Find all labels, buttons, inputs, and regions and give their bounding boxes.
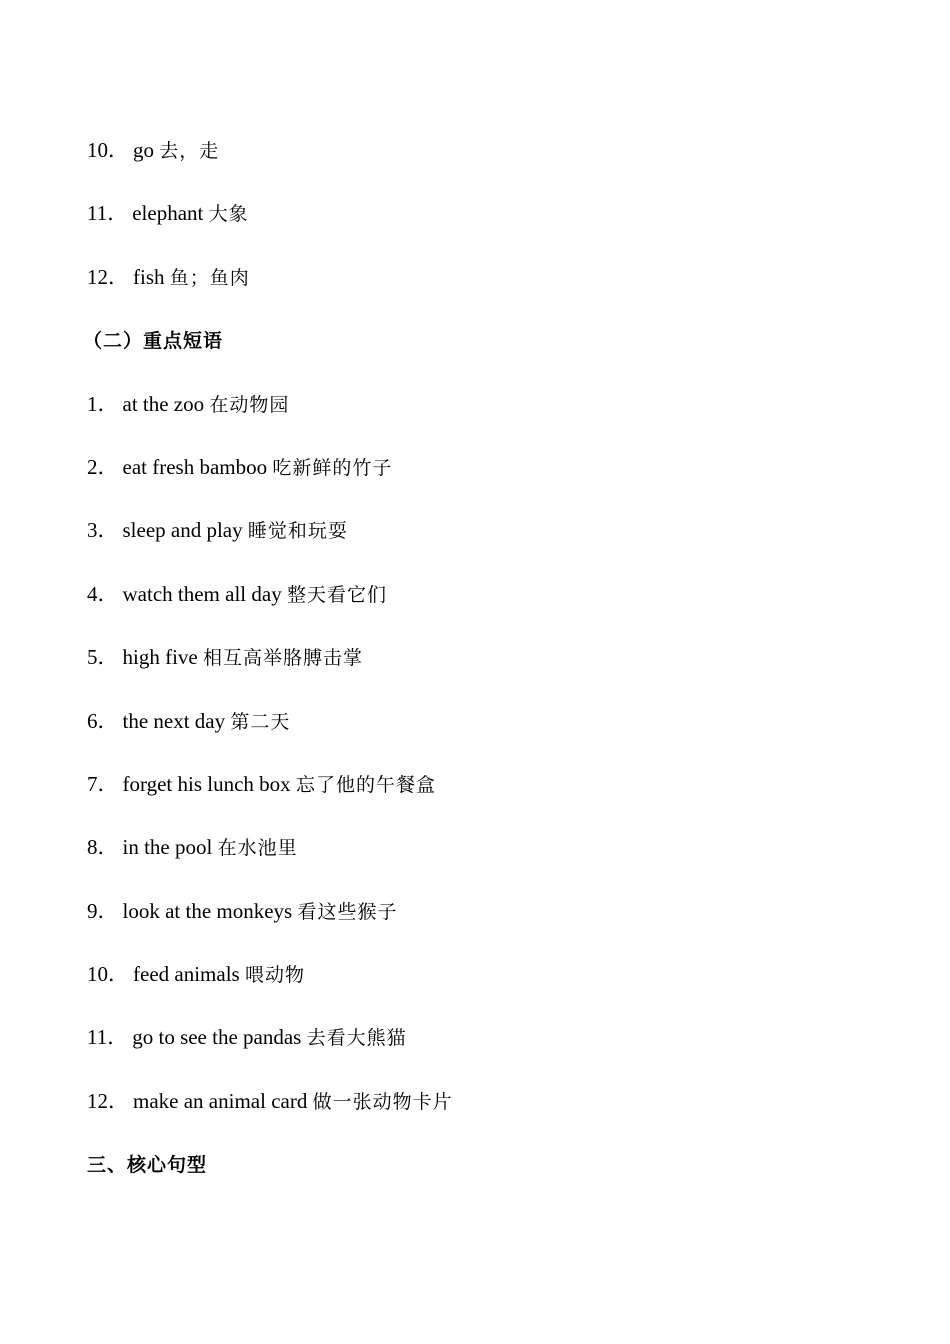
item-number: 10． xyxy=(87,962,129,987)
item-chinese: 相互高举胳膊击掌 xyxy=(202,647,363,670)
item-chinese: 看这些猴子 xyxy=(297,900,398,923)
item-number: 1． xyxy=(87,391,119,416)
phrase-item xyxy=(87,640,907,703)
vocab-item xyxy=(87,260,907,323)
phrase-item xyxy=(87,513,907,576)
phrase-item xyxy=(87,957,907,1020)
item-number: 3． xyxy=(87,518,119,543)
item-english: eat fresh bamboo xyxy=(122,454,268,479)
content-body xyxy=(83,133,907,1211)
item-chinese: 第二天 xyxy=(230,710,291,733)
phrase-item xyxy=(87,387,907,450)
item-number: 2． xyxy=(87,454,119,479)
item-english: feed animals xyxy=(133,962,240,987)
phrase-item xyxy=(87,1020,907,1083)
phrase-item xyxy=(87,1084,907,1147)
item-chinese: 在动物园 xyxy=(209,393,290,416)
phrase-item xyxy=(87,704,907,767)
section-heading-sentences xyxy=(87,1147,907,1210)
item-number: 11． xyxy=(87,201,129,226)
item-chinese: 忘了他的午餐盒 xyxy=(295,773,436,796)
item-english: forget his lunch box xyxy=(122,771,291,796)
item-english: look at the monkeys xyxy=(122,898,293,923)
item-chinese: 喂动物 xyxy=(244,964,305,987)
section-heading-phrases xyxy=(83,323,907,386)
item-number: 7． xyxy=(87,771,119,796)
item-english: make an animal card xyxy=(133,1088,308,1113)
phrase-item xyxy=(87,450,907,513)
item-english: go xyxy=(133,138,154,162)
item-number: 11． xyxy=(87,1025,129,1050)
section-title: 三、核心句型 xyxy=(87,1154,208,1177)
item-number: 12． xyxy=(87,264,129,289)
item-chinese: 去，走 xyxy=(159,140,220,162)
item-number: 10． xyxy=(87,138,129,162)
section-title: （二）重点短语 xyxy=(83,330,224,353)
item-number: 4． xyxy=(87,581,119,606)
item-chinese: 鱼；鱼肉 xyxy=(169,266,250,289)
item-english: high five xyxy=(122,645,198,670)
item-chinese: 去看大熊猫 xyxy=(306,1027,407,1050)
item-chinese: 在水池里 xyxy=(217,837,298,860)
item-english: go to see the pandas xyxy=(132,1025,302,1050)
item-number: 5． xyxy=(87,645,119,670)
phrase-item xyxy=(87,894,907,957)
item-english: sleep and play xyxy=(122,518,243,543)
item-english: in the pool xyxy=(122,835,213,860)
item-number: 9． xyxy=(87,898,119,923)
vocab-item xyxy=(87,196,907,259)
item-number: 8． xyxy=(87,835,119,860)
item-chinese: 睡觉和玩耍 xyxy=(247,520,348,543)
vocab-item xyxy=(87,133,907,196)
item-number: 6． xyxy=(87,708,119,733)
item-english: fish xyxy=(133,264,165,289)
item-number: 12． xyxy=(87,1088,129,1113)
item-english: watch them all day xyxy=(122,581,282,606)
item-chinese: 吃新鲜的竹子 xyxy=(272,456,393,479)
item-chinese: 做一张动物卡片 xyxy=(312,1090,453,1113)
item-chinese: 整天看它们 xyxy=(286,583,387,606)
item-english: the next day xyxy=(122,708,226,733)
phrase-item xyxy=(87,767,907,830)
item-chinese: 大象 xyxy=(208,203,249,226)
item-english: elephant xyxy=(132,201,204,226)
phrase-item xyxy=(87,830,907,893)
phrase-item xyxy=(87,577,907,640)
item-english: at the zoo xyxy=(122,391,205,416)
